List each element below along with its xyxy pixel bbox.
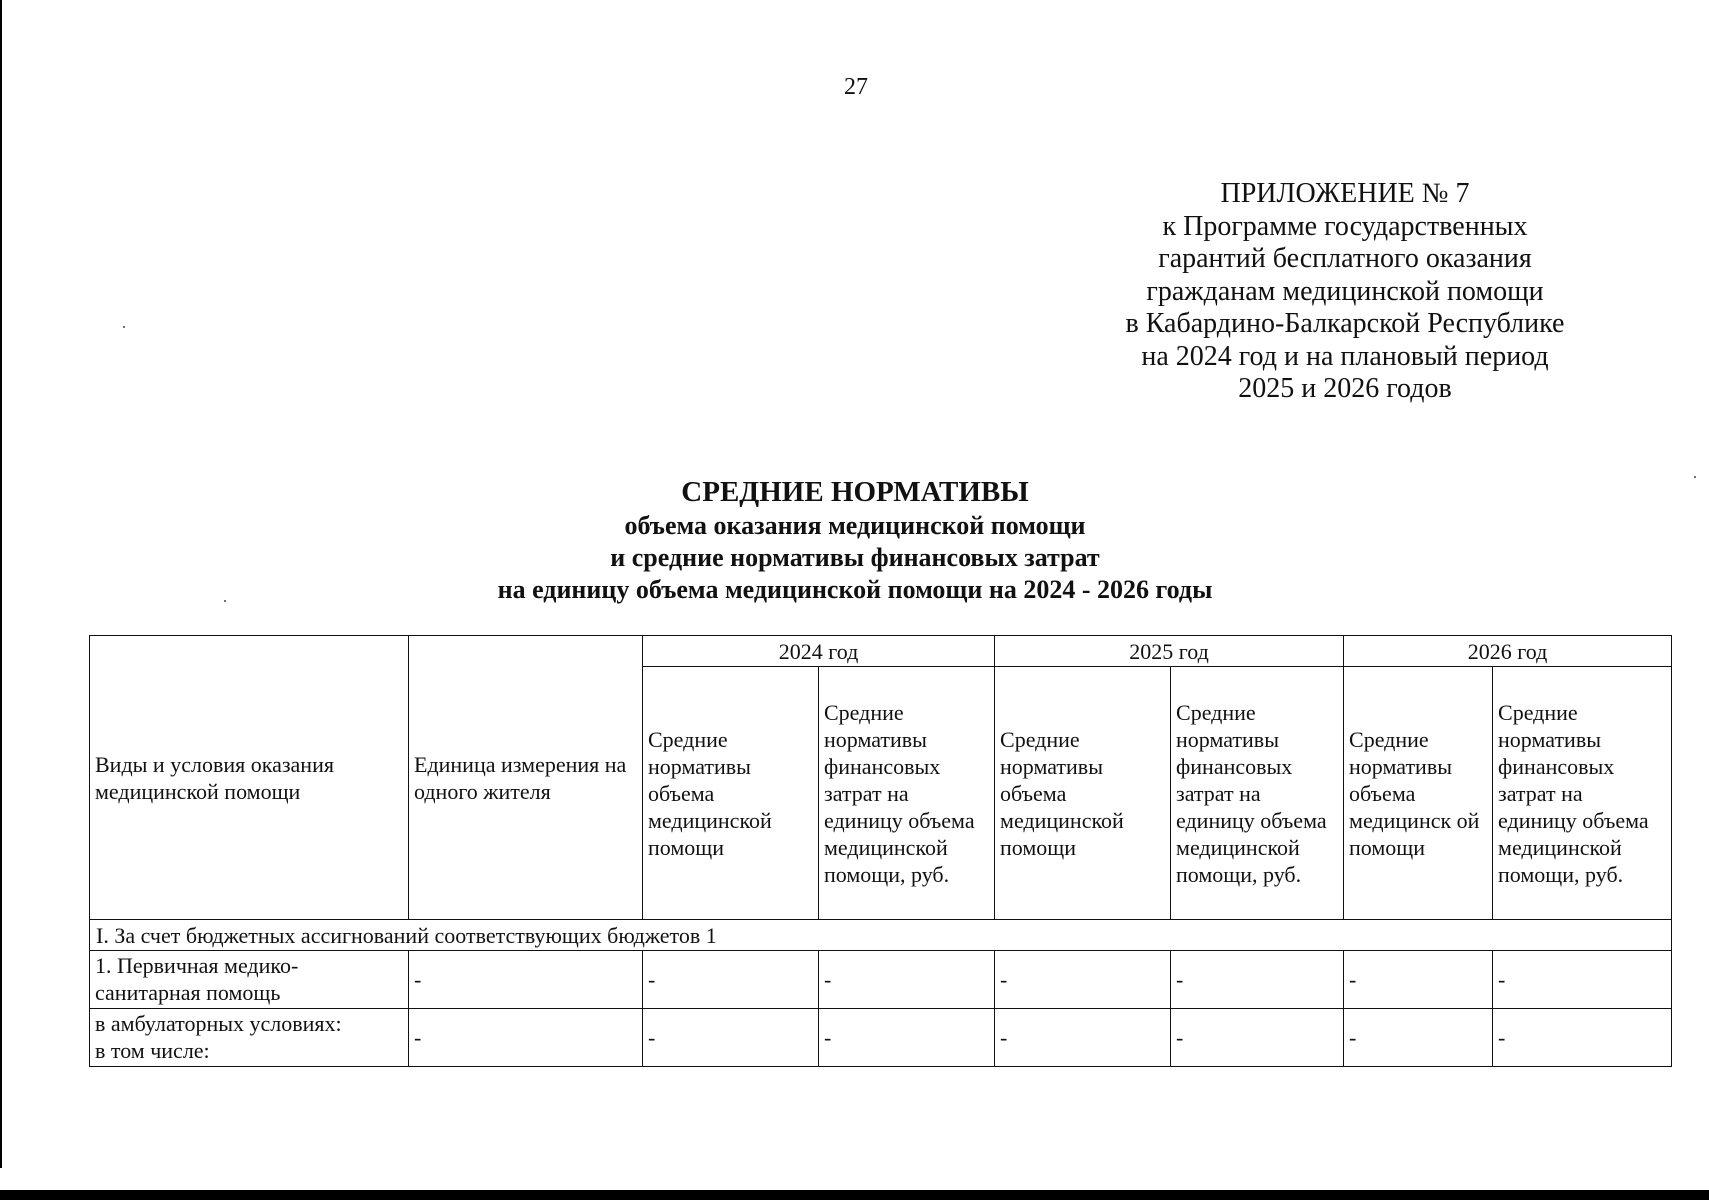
header-volume-2024: Средние нормативы объема медицинской помощи xyxy=(643,667,819,920)
header-cost-2025: Средние нормативы финансовых затрат на единицу объема медицинской помощи, руб. xyxy=(1171,667,1344,920)
title-line: объема оказания медицинской помощи xyxy=(624,511,1086,540)
header-year-2024: 2024 год xyxy=(643,636,995,667)
appendix-line: гарантий бесплатного оказания xyxy=(1158,243,1532,274)
appendix-line: в Кабардино-Балкарской Республике xyxy=(1125,308,1565,339)
title-line: и средние нормативы финансовых затрат xyxy=(610,543,1100,572)
scan-speck xyxy=(224,600,226,602)
header-volume-2025: Средние нормативы объема медицинской помощи xyxy=(995,667,1171,920)
cell-cost-2025: - xyxy=(1171,1009,1344,1067)
header-year-2026: 2026 год xyxy=(1344,636,1672,667)
page-number: 27 xyxy=(844,74,868,100)
cell-volume-2024: - xyxy=(643,1009,819,1067)
header-row-years xyxy=(90,636,1672,667)
appendix-line: гражданам медицинской помощи xyxy=(1146,275,1544,307)
appendix-line: к Программе государственных xyxy=(1162,210,1528,242)
appendix-header xyxy=(1095,178,1595,406)
cell-unit: - xyxy=(409,1009,643,1067)
header-volume-2026: Средние нормативы объема медицинск ой помощи xyxy=(1344,667,1493,920)
cell-unit: - xyxy=(409,951,643,1009)
appendix-line: 2025 и 2026 годов xyxy=(1238,373,1452,404)
cell-cost-2026: - xyxy=(1493,951,1672,1009)
row-label: 1. Первичная медико-санитарная помощь xyxy=(90,951,409,1009)
scan-speck xyxy=(1694,476,1696,478)
norms-table xyxy=(89,635,1672,1067)
appendix-line: ПРИЛОЖЕНИЕ № 7 xyxy=(1220,178,1470,209)
section-row xyxy=(90,920,1672,951)
section-heading: I. За счет бюджетных ассигнований соответствующих бюджетов 1 xyxy=(90,920,1672,951)
cell-cost-2025: - xyxy=(1171,951,1344,1009)
cell-volume-2026: - xyxy=(1344,1009,1493,1067)
table-row xyxy=(90,1009,1672,1067)
scan-left-edge xyxy=(0,0,2,1168)
cell-volume-2025: - xyxy=(995,951,1171,1009)
scan-speck xyxy=(123,326,125,328)
title-line: на единицу объема медицинской помощи на 2024 - 2026 годы xyxy=(497,575,1213,604)
cell-cost-2026: - xyxy=(1493,1009,1672,1067)
row-label xyxy=(90,1009,409,1067)
header-year-2025: 2025 год xyxy=(995,636,1344,667)
header-service-type: Виды и условия оказания медицинской помощи xyxy=(90,636,409,920)
header-cost-2026: Средние нормативы финансовых затрат на единицу объема медицинской помощи, руб. xyxy=(1493,667,1672,920)
row-label-line: в амбулаторных условиях: xyxy=(95,1011,342,1036)
cell-cost-2024: - xyxy=(819,951,995,1009)
cell-volume-2024: - xyxy=(643,951,819,1009)
scan-bottom-edge xyxy=(0,1190,1709,1200)
appendix-line: на 2024 год и на плановый период xyxy=(1141,340,1549,372)
cell-volume-2026: - xyxy=(1344,951,1493,1009)
table-row xyxy=(90,951,1672,1009)
cell-volume-2025: - xyxy=(995,1009,1171,1067)
cell-cost-2024: - xyxy=(819,1009,995,1067)
header-unit: Единица измерения на одного жителя xyxy=(409,636,643,920)
row-label-line: в том числе: xyxy=(95,1038,210,1063)
title-main: СРЕДНИЕ НОРМАТИВЫ xyxy=(681,476,1029,508)
header-cost-2024: Средние нормативы финансовых затрат на единицу объема медицинской помощи, руб. xyxy=(819,667,995,920)
document-title xyxy=(400,474,1310,606)
